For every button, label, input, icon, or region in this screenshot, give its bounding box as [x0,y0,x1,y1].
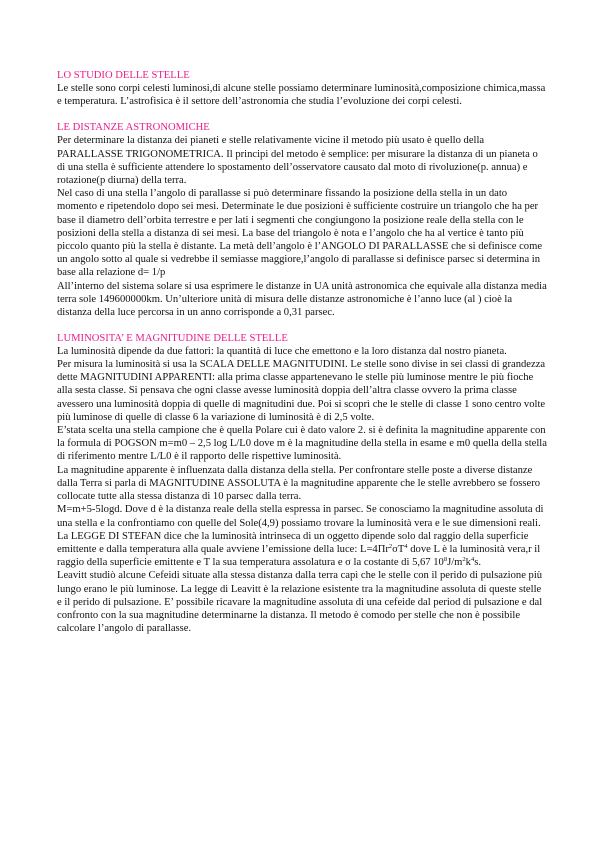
section-heading: LO STUDIO DELLE STELLE [57,70,190,81]
section-heading: LUMINOSITA’ E MAGNITUDINE DELLE STELLE [57,332,288,344]
paragraph: Per determinare la distanza dei pianeti e stelle relativamente vicine il metodo più usato è quello della PARALLASSE TRIGONOMETRICA. Il principi del metodo è semplice: per misurare la distanza di un pianeta o di una stella è sufficiente attendere lo spostamento dell’osservatore causato dal moto di rivoluzione(p. annua) e rotazione(p diurna) della terra. [57,135,538,186]
paragraph: Le stelle sono corpi celesti luminosi,di alcune stelle possiamo determinare luminosità,composizione chimica,massa e temperatura. L’astrofisica è il settore dell’astronomia che studia l’evoluzione dei corpi celesti. [57,83,546,108]
paragraph: E’stata scelta una stella campione che è quella Polare cui è dato valore 2. si è definita la magnitudine apparente con la formula di POGSON m=m0 – 2,5 log L/L0 dove m è la magnitudine della stella in esame e m0 quella della stella di riferimento mentre L/L0 è il rapporto delle rispettive luminosità. [57,425,547,463]
paragraph: La magnitudine apparente è influenzata dalla distanza della stella. Per confrontare stelle poste a diverse distanze dalla Terra si parla di MAGNITUDINE ASSOLUTA è la magnitudine apparente che le stelle avrebbero se fossero collocate tutte alla stessa distanza di 10 parsec dalla terra. [57,464,541,503]
section-luminosita-magnitudine [57,332,547,636]
section-distanze-astronomiche [57,121,547,319]
paragraph: All’interno del sistema solare si usa esprimere le distanze in UA unità astronomica che equivale alla distanza media terra sole 149600000km. Un’ulteriore unità di misura delle distanze astronomiche è l’anno luce (al ) cioè la distanza della luce percorsa in un anno corrisponde a 0,31 parsec. [57,280,547,318]
paragraph: Leavitt studiò alcune Cefeidi situate alla stessa distanza dalla terra capì che le stelle con il perido di pulsazione più lungo erano le più luminose. La legge di Leavitt è la relazione esistente tra la magnitudine assoluta di queste stelle e il perido di pulsazione. E’ possibile ricavare la magnitudine assoluta di una cefeide dal period di pulsazione e dal confronto con la sua magnitudine determinarne la distanza. Il metodo è comodo per stelle che non è possibile calcolare l’angolo di parallasse. [57,570,543,635]
section-heading: LE DISTANZE ASTRONOMICHE [57,122,210,134]
paragraph: La luminosità dipende da due fattori: la quantità di luce che emettono e la loro distanza dal nostro pianeta. [57,345,507,357]
stefan-formula: $L=4\Pi r^2\sigma T^4$ dove L è la luminosità vera,r il raggio della superficie emittente e T la sua temperatura assolatura e σ la costante di 5,67 $10^8J/m^2k^4s$. [57,542,541,569]
paragraph: Per misura la luminosità si usa la SCALA DELLE MAGNITUDINI. Le stelle sono divise in sei classi di grandezza dette MAGNITUDINI APPARENTI: alla prima classe appartenevano le stelle più luminose mentre le più fioche alla sesta classe. Si pensava che ogni classe avesse luminosità doppia dell’altra classe ovvero la prima classe avessero una luminosità doppia di quelle di magnitudini due. Poi si scoprì che le stelle di classe 1 sono centro volte più luminose di quelle di classe 6 la variazione di luminosità è di 2,5 volte. [57,359,546,423]
section-studio-stelle [57,69,547,109]
paragraph: Nel caso di una stella l’angolo di parallasse si può determinare fissando la posizione della stella in un dato momento e ripetendolo dopo sei mesi. Determinate le due posizioni è sufficiente costruire un triangolo che ha per base il diametro dell’orbita terrestre e per lati i segmenti che congiungono la posizione reale della stella con le posizioni della stella a distanza di sei mesi. La base del triangolo è nota e l’angolo che ha al vertice è tanto più piccolo quanto più la stella è distante. La metà dell’angolo è l’ANGOLO DI PARALLASSE che si definisce come un angolo sotto al quale si vedrebbe il semiasse maggiore,l’angolo di parallasse si definisce parsec si determina in base alla relazione d= 1/p [57,188,543,279]
document-page [57,69,547,648]
paragraph-text: M=m+5-5logd. Dove d è la distanza reale della stella espressa in parsec. Se conosciamo la magnitudine assoluta di una stella e la confrontiamo con quelle del Sole(4,9) possiamo trovare la luminosità vera e le sue dimensioni reali. La LEGGE DI STEFAN dice che la luminosità intrinseca di un oggetto dipende solo dal raggio della superficie emittente e dalla temperatura alla quale avviene l’emissione della luce: [57,504,544,555]
paragraph-stefan-law [57,503,547,569]
